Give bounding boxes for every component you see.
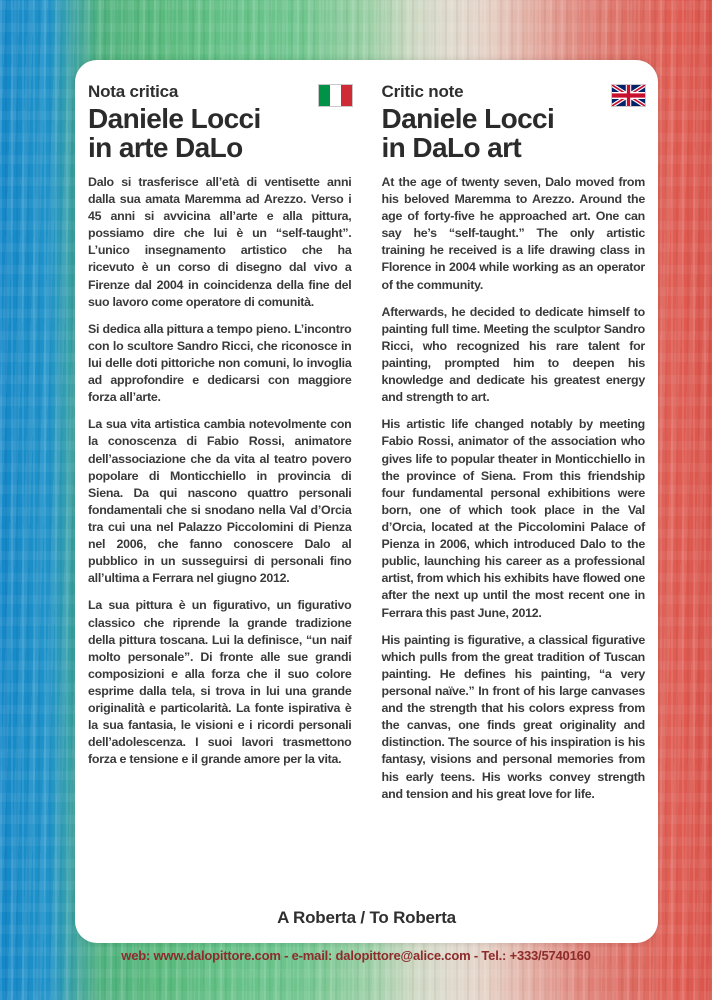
kicker-italian: Nota critica bbox=[88, 82, 179, 101]
paragraph-en-3: His artistic life changed notably by meeting Fabio Rossi, animator of the association who gives life to popular theater in Monticchiello in the province of Siena. From this friendship four fundamental personal exhibitions were born, one of which took place in the Val d’Orcia, located at the Piccolomini Palace of Pienza in 2006, which introduced Dalo to the public, launching his career as a professional artist, from which his exhibits have flowed one after the next up until the most recent one in Ferrara this past June, 2012. bbox=[381, 417, 645, 620]
page-title-italian bbox=[88, 104, 312, 163]
paragraph-it-1: Dalo si trasferisce all’età di ventisette anni dalla sua amata Maremma ad Arezzo. Verso i 45 anni si avvicina all’arte e alla pittura, possiamo dire che lui è un “self-taught”. L’unico insegnamento artistico che ha ricevuto è un corso di disegno dal vivo a Firenze dal 2004 in coincidenza della fine del suo lavoro come operatore di comunità. bbox=[88, 174, 352, 309]
page-title-english bbox=[382, 104, 606, 163]
uk-flag-icon bbox=[612, 85, 645, 106]
paragraph-it-3: La sua vita artistica cambia notevolmente con la conoscenza di Fabio Rossi, animatore dell’associazione che da vita al teatro povero popolare di Monticchiello in provincia di Siena. Da qui nascono quattro personali fondamentali che si snodano nella Val d’Orcia tra cui una nel Palazzo Piccolomini di Pienza nel 2006, che fanno conoscere Dalo al pubblico in un susseguirsi di personali fino all’ultima a Ferrara nel giugno 2012. bbox=[88, 417, 352, 586]
paragraph-en-4: His painting is figurative, a classical figurative which pulls from the great tradition of Tuscan painting. He defines his painting, “a very personal naïve.” In front of his large canvases and the strength that his colors express from the canvas, one finds great originality and distinction. The source of his inspiration is his fantasy, visions and personal memories from his early teens. His works convey strength and tension and his great love for life. bbox=[381, 632, 645, 801]
paragraph-it-2: Si dedica alla pittura a tempo pieno. L’incontro con lo scultore Sandro Ricci, che riconosce in lui delle doti pittoriche non comuni, lo invoglia ad approfondire e dedicarsi con maggiore forza all’arte. bbox=[88, 321, 352, 405]
column-italian bbox=[88, 82, 352, 813]
body-text-english bbox=[382, 174, 646, 803]
paragraph-it-4: La sua pittura è un figurativo, un figurativo classico che riprende la grande tradizione della pittura toscana. Lui la definisce, “un naif molto personale”. Di fronte alle sue grandi composizioni e alla forza che il suo colore esprime dalla tela, si trova in lui una grande originalità e particolarità. La fonte ispirativa è la sua fantasia, le visioni e i ricordi personali dell’adolescenza. I suoi lavori trasmettono forza e tensione e il grande amore per la vita. bbox=[88, 598, 352, 767]
dedication: A Roberta / To Roberta bbox=[277, 908, 456, 927]
paragraph-en-2: Afterwards, he decided to dedicate himself to painting full time. Meeting the sculptor Sandro Ricci, who recognized his rare talent for painting, prompted him to deepen his knowledge and dedicate his greatest energy and strength to art. bbox=[381, 304, 645, 405]
title-line-2: in DaLo art bbox=[381, 132, 522, 164]
column-italian-header bbox=[88, 82, 352, 163]
title-line-1: Daniele Locci bbox=[381, 102, 555, 134]
column-english-header bbox=[382, 82, 646, 163]
footer-contact: web: www.dalopittore.com - e-mail: dalopittore@alice.com - Tel.: +333/5740160 bbox=[121, 948, 591, 963]
two-column-layout bbox=[75, 60, 658, 813]
kicker-english: Critic note bbox=[381, 82, 464, 101]
paragraph-en-1: At the age of twenty seven, Dalo moved from his beloved Maremma to Arezzo. Around the age of forty-five he approached art. One can say he’s “self-taught.” The only artistic training he received is a life drawing class in Florence in 2004 while working as an operator of the community. bbox=[381, 174, 645, 292]
title-line-1: Daniele Locci bbox=[88, 102, 261, 134]
title-line-2: in arte DaLo bbox=[88, 132, 243, 164]
body-text-italian bbox=[88, 174, 352, 769]
content-card bbox=[75, 60, 658, 943]
column-english bbox=[382, 82, 646, 813]
italy-flag-icon bbox=[319, 85, 352, 106]
